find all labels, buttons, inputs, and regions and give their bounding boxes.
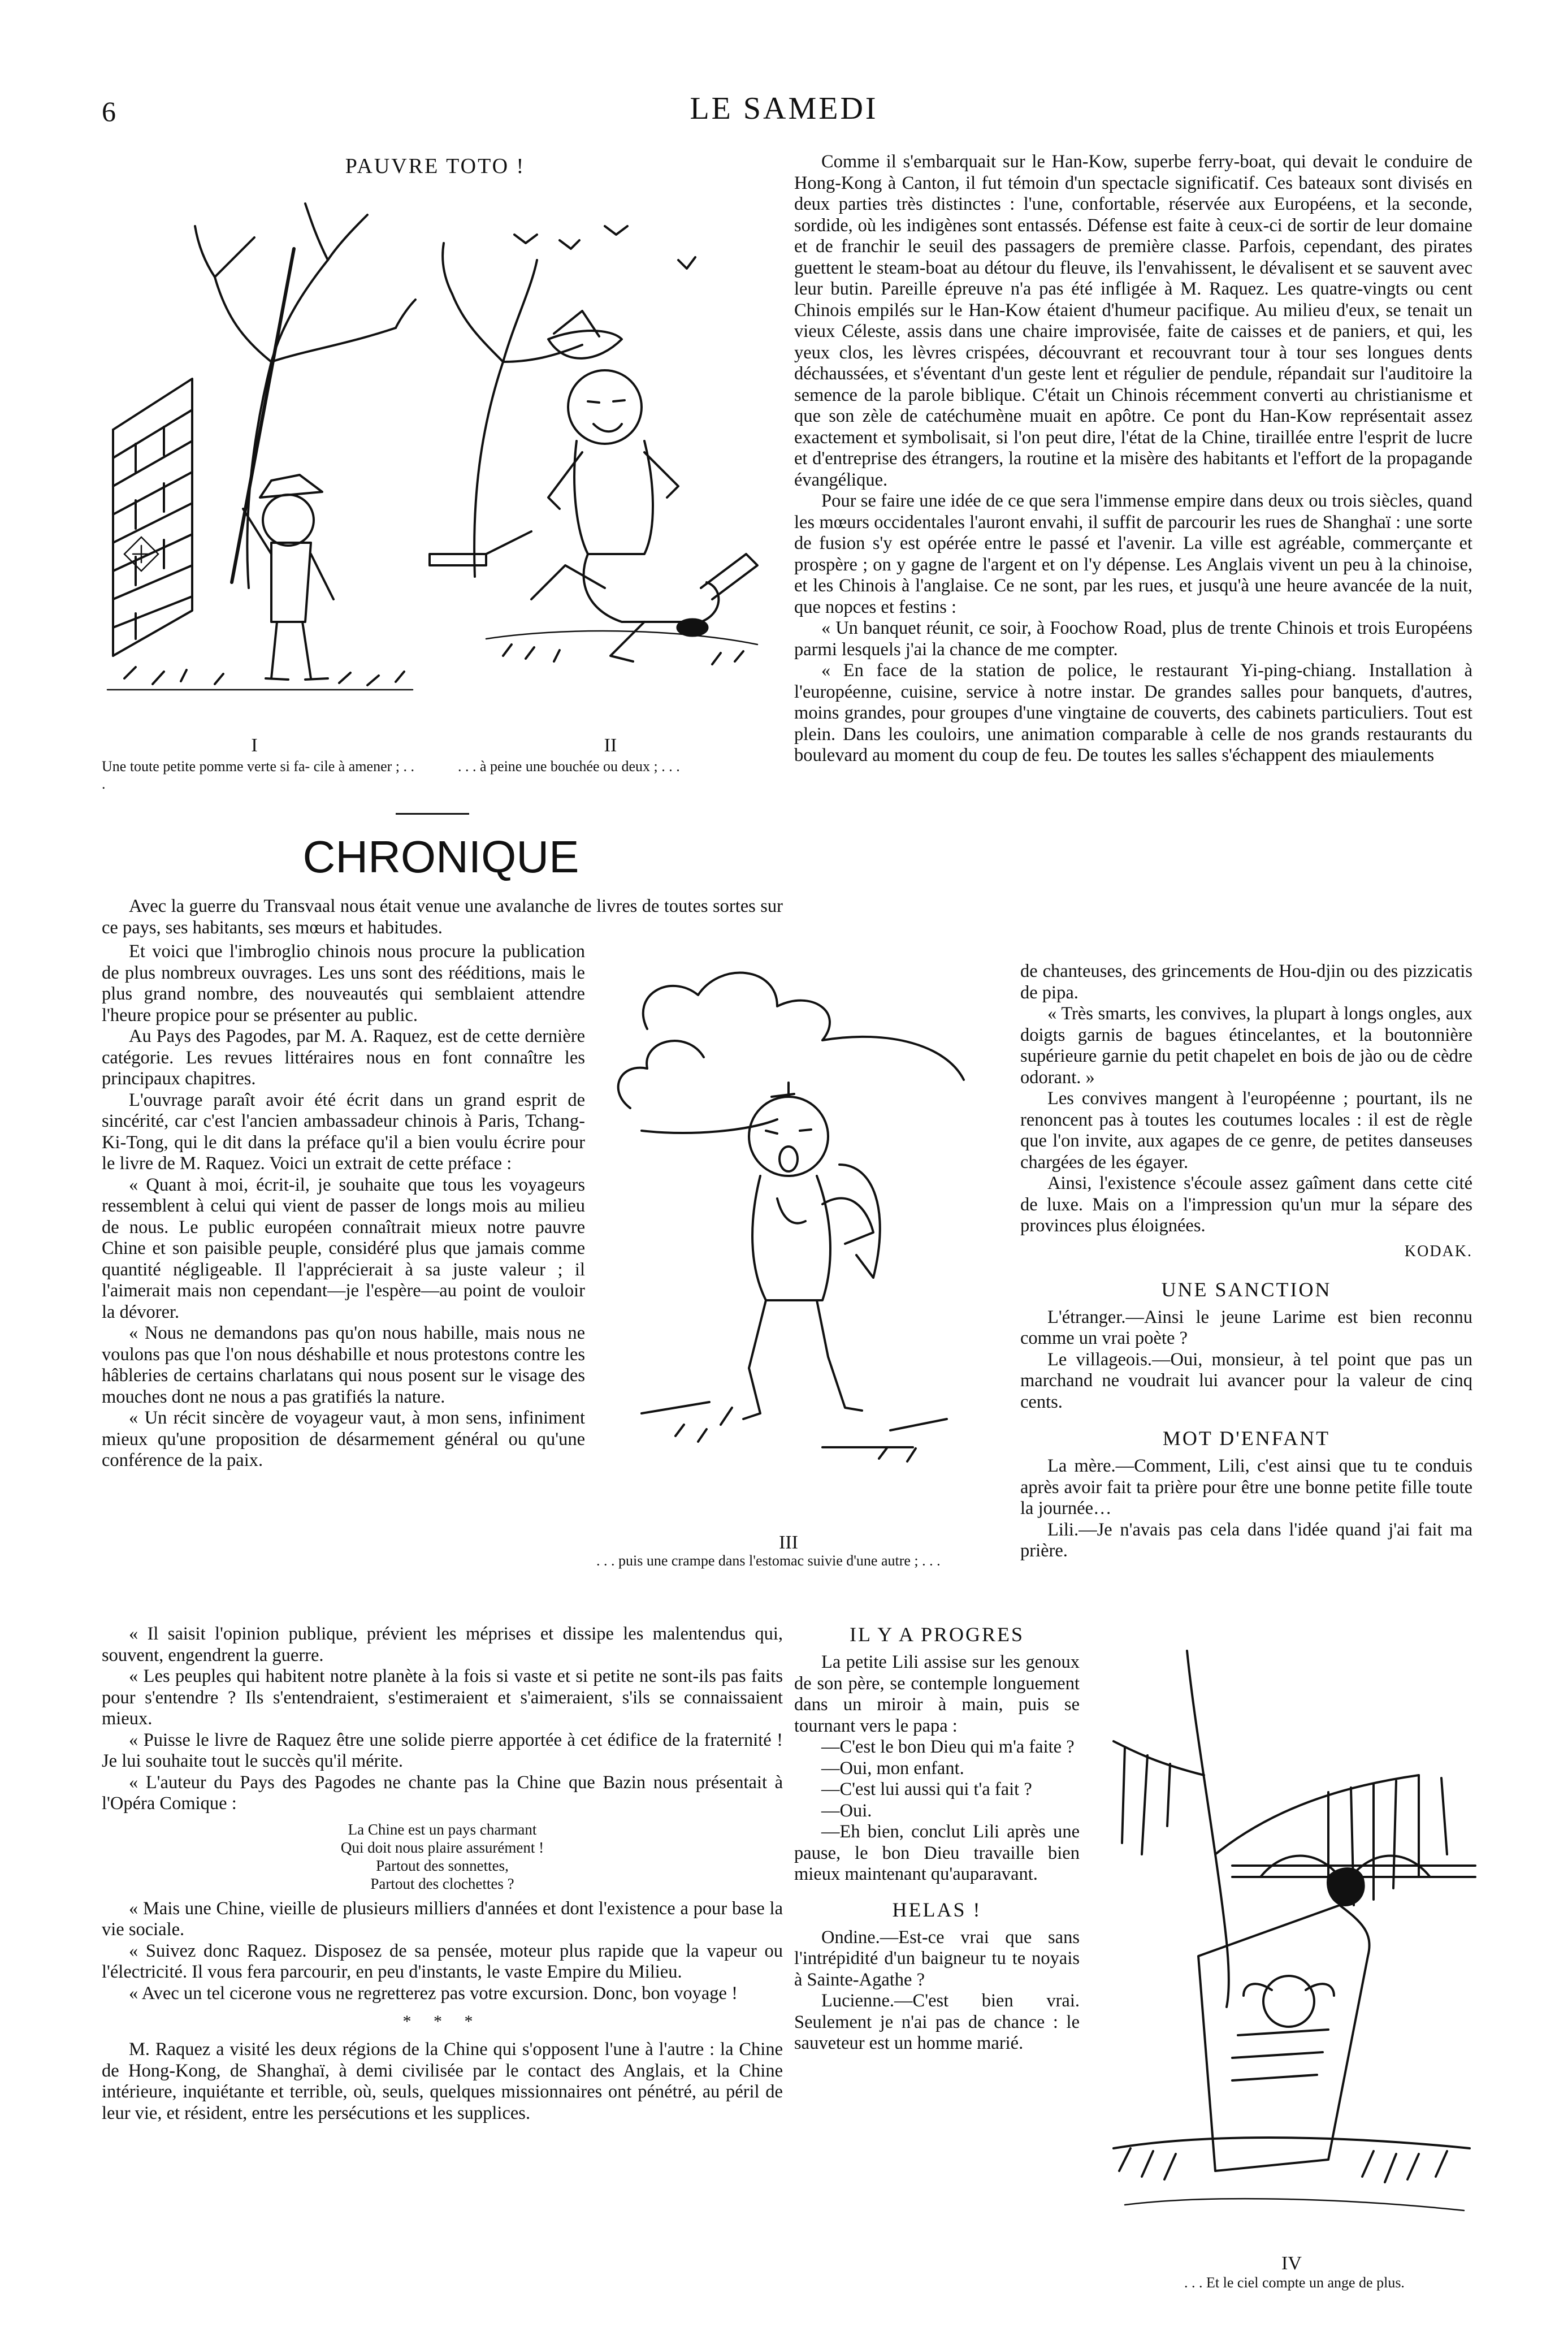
paragraph: « Quant à moi, écrit-il, je souhaite que tous les voyageurs ressemblent à celui qui vient de passer de longs mois au milieu de nous. Le public européen connaîtrait mieux notre pauvre Chine et son paisible peuple, considéré plus que jamais comme quantité négligeable. Il l'apprécierait à sa juste valeur ; il l'aimerait mais non cependant—je l'espère—au point de vouloir la dévorer. — [102, 1174, 585, 1322]
panel-2-illustration — [418, 192, 769, 701]
chronique-narrow-column — [102, 941, 585, 1472]
panel-4-illustration — [1102, 1639, 1475, 2233]
paragraph: Le villageois.—Oui, monsieur, à tel point que pas un marchand ne voudrait lui avancer pour la valeur de cinq cents. — [1020, 1349, 1472, 1412]
panel-1-illustration — [102, 192, 418, 701]
paragraph: Lili.—Je n'avais pas cela dans l'idée quand j'ai fait ma prière. — [1020, 1519, 1472, 1561]
divider — [396, 813, 469, 815]
paragraph: de chanteuses, des grincements de Hou-djin ou des pizzicatis de pipa. — [1020, 961, 1472, 1003]
chronique-intro — [102, 896, 783, 938]
section-title-mot-enfant: MOT D'ENFANT — [1162, 1427, 1331, 1450]
right-narrow-column — [1020, 961, 1472, 1562]
paragraph: « L'auteur du Pays des Pagodes ne chante pas la Chine que Bazin nous présentait à l'Opéra Comique : — [102, 1772, 783, 1814]
paragraph: « En face de la station de police, le restaurant Yi-ping-chiang. Installation à l'européenne, cuisine, service à notre instar. De grandes salles pour banquets, d'autres, moins grandes, pour groupes d'une vingtaine de couverts, des cabinets particuliers. Tout est plein. Dans les couloirs, une animation comparable à celle de nos grands restaurants du boulevard au moment du coup de feu. De toutes les salles s'échappent des miaulements — [794, 660, 1472, 765]
paragraph: —Oui. — [821, 1800, 872, 1821]
panel-4-numeral: IV — [1281, 2253, 1302, 2274]
paragraph: —Oui, mon enfant. — [821, 1758, 964, 1779]
paragraph: —C'est le bon Dieu qui m'a faite ? — [821, 1737, 1075, 1757]
chronique-continued — [102, 1624, 783, 2124]
paragraph: —C'est lui aussi qui t'a fait ? — [821, 1779, 1032, 1799]
paragraph: « Puisse le livre de Raquez être une solide pierre apportée à cet édifice de la fraternité ! Je lui souhaite tout le succès qu'il mérite. — [102, 1729, 783, 1771]
verse-line: Partout des sonnettes, — [376, 1857, 509, 1874]
paragraph: Ainsi, l'existence s'écoule assez gaîment dans cette cité de luxe. Mais on a l'impression qu'un mur la sépare des provinces plus éloignées. — [1020, 1173, 1472, 1236]
verse-line: La Chine est un pays charmant — [348, 1820, 537, 1838]
panel-3-caption: . . . puis une crampe dans l'estomac suivie d'une autre ; . . . — [596, 1552, 941, 1569]
panel-3-numeral: III — [779, 1532, 798, 1553]
paragraph: M. Raquez a visité les deux régions de la Chine qui s'opposent l'une à l'autre : la Chine de Hong-Kong, de Shanghaï, à demi civilisée par le contact des Anglais, et la Chine intérieure, inquiétante et terrible, où, seuls, quelques missionnaires ont pénétré, au péril de leur vie, et résident, entre les persécutions et les supplices. — [102, 2039, 783, 2123]
paragraph: « Un banquet réunit, ce soir, à Foochow Road, plus de trente Chinois et trois Européens parmi lesquels j'ai la chance de me compter. — [794, 618, 1472, 660]
paragraph: L'étranger.—Ainsi le jeune Larime est bien reconnu comme un vrai poète ? — [1020, 1307, 1472, 1348]
chronique-title: CHRONIQUE — [302, 832, 579, 882]
paragraph: Au Pays des Pagodes, par M. A. Raquez, est de cette dernière catégorie. Les revues littéraires nous en font connaître les principaux chapitres. — [102, 1026, 585, 1089]
paragraph: « Mais une Chine, vieille de plusieurs milliers d'années et dont l'existence a pour base la vie sociale. — [102, 1898, 783, 1940]
panel-2-caption: . . . à peine une bouchée ou deux ; . . . — [458, 758, 680, 775]
paragraph: « Très smarts, les convives, la plupart à longs ongles, aux doigts garnis de bagues étincelantes, et la boutonnière supérieure garnie du petit chapelet en bois de jào ou de cèdre odorant. » — [1020, 1003, 1472, 1088]
paragraph: « Suivez donc Raquez. Disposez de sa pensée, moteur plus rapide que la vapeur ou l'électricité. Il vous fera parcourir, en peu d'instants, le vaste Empire du Milieu. — [102, 1940, 783, 1982]
verse — [102, 1820, 783, 1893]
paragraph: « Il saisit l'opinion publique, prévient les méprises et dissipe les malentendus qui, souvent, engendrent la guerre. — [102, 1624, 783, 1666]
paragraph: Lucienne.—C'est bien vrai. Seulement je n'ai pas de chance : le sauveteur est un homme marié. — [794, 1991, 1080, 2053]
bird-icon — [514, 235, 537, 243]
comic-title: PAUVRE TOTO ! — [345, 154, 526, 178]
paragraph: « Un récit sincère de voyageur vaut, à mon sens, infiniment mieux qu'une proposition de désarmement général ou qu'une conférence de la paix. — [102, 1408, 585, 1470]
paragraph: Avec la guerre du Transvaal nous était venue une avalanche de livres de toutes sortes sur ce pays, ses habitants, ses mœurs et habitudes. — [102, 896, 783, 938]
signature: KODAK. — [1404, 1242, 1472, 1260]
right-column — [794, 152, 1472, 767]
panel-2-numeral: II — [604, 735, 617, 756]
panel-1-caption: Une toute petite pomme verte si fa- cile à amener ; . . . — [102, 758, 414, 792]
paragraph: Comme il s'embarquait sur le Han-Kow, superbe ferry-boat, qui devait le conduire de Hong-Kong à Canton, il fut témoin d'un spectacle significatif. Ces bateaux sont divisés en deux parties très distinctes : l'une, confortable, réservée aux Européens, et la seconde, sordide, où les indigènes sont entassés. Défense est faite à ceux-ci de sortir de leur domaine et de franchir le seuil des passagers de première classe. Parfois, cependant, des pirates guettent le steam-boat au détour du fleuve, ils l'envahissent, le dévalisent et se sauvent avec leur butin. Pareille épreuve n'a pas été infligée à M. Raquez. Les quatre-vingts ou cent Chinois empilés sur le Han-Kow étaient d'humeur pacifique. Au milieu d'eux, se tenait un vieux Céleste, assis dans une chaire improvisée, faite de caisses et de paniers, et qui, les yeux clos, les lèvres crispées, découvrant et recouvrant tour à tour ses longues dents déchaussées, et s'éventant d'un geste lent et régulier de pendule, répandait sur l'auditoire la semence de la parole biblique. C'était un Chinois récemment converti au christianisme et que son zèle de catéchumène muait en apôtre. Ce pont du Han-Kow représentait assez exactement et symbolisait, si l'on peut dire, l'état de la Chine, tiraillée entre l'esprit de lucre et d'entreprise des étrangers, la routine et la misère des habitants et l'effort de la propagande évangélique. — [794, 152, 1472, 490]
paragraph: —Eh bien, conclut Lili après une pause, le bon Dieu travaille bien mieux maintenant qu'auparavant. — [794, 1822, 1080, 1884]
page-number: 6 — [102, 96, 116, 127]
panel-3-illustration — [608, 961, 969, 1493]
journal-title: LE SAMEDI — [690, 91, 878, 126]
paragraph: Pour se faire une idée de ce que sera l'immense empire dans deux ou trois siècles, quand les mœurs occidentales l'auront envahi, il suffit de parcourir les rues de Shanghaï : une sorte de fusion s'y est opérée entre le passé et l'avenir. La ville est agréable, commerçante et prospère ; on y gagne de l'argent et on l'y dépense. Les Anglais vivent un peu à la chinoise, et les Chinois à l'anglaise. Ce ne sont, par les rues, et jusqu'à une heure avancée de la nuit, que nopces et festins : — [794, 491, 1472, 617]
paragraph: La petite Lili assise sur les genoux de son père, se contemple longuement dans un miroir à main, puis se tournant vers le papa : — [794, 1652, 1080, 1736]
section-title-helas: HELAS ! — [892, 1898, 982, 1921]
section-break: * * * — [402, 2012, 482, 2031]
paragraph: « Les peuples qui habitent notre planète à la fois si vaste et si petite ne sont-ils pas faits pour s'entendre ? Ils s'entendraient, s'estimeraient et s'aimeraient, s'ils se connaissaient mieux. — [102, 1666, 783, 1729]
paragraph: Les convives mangent à l'européenne ; pourtant, ils ne renoncent pas à toutes les coutumes locales : il est de règle que l'on invite, aux agapes de ce genre, de petites danseuses chargées de les égayer. — [1020, 1088, 1472, 1173]
paragraph: Et voici que l'imbroglio chinois nous procure la publication de plus nombreux ouvrages. Les uns sont des rééditions, mais le plus grand nombre, des nouveautés qui semblaient attendre l'heure propice pour se présenter au public. — [102, 941, 585, 1026]
paragraph: Ondine.—Est-ce vrai que sans l'intrépidité d'un baigneur tu te noyais à Sainte-Agathe ? — [794, 1927, 1080, 1990]
panel-1-numeral: I — [251, 735, 258, 756]
progres-column — [794, 1623, 1080, 2054]
section-title-progres: IL Y A PROGRES — [849, 1623, 1025, 1646]
paragraph: « Nous ne demandons pas qu'on nous habille, mais nous ne voulons pas que l'on nous déshabille et nous protestons contre les hâbleries de certains charlatans qui nous posent sur le visage des mouches dont ne nous a pas gratifiés la nature. — [102, 1323, 585, 1407]
panel-4-caption: . . . Et le ciel compte un ange de plus. — [1184, 2274, 1405, 2291]
verse-line: Partout des clochettes ? — [370, 1875, 514, 1892]
verse-line: Qui doit nous plaire assurément ! — [340, 1838, 544, 1856]
section-title-sanction: UNE SANCTION — [1161, 1278, 1332, 1301]
paragraph: L'ouvrage paraît avoir été écrit dans un grand esprit de sincérité, car c'est l'ancien ambassadeur chinois à Paris, Tchang-Ki-Tong, qui le dit dans la préface qu'il a bien voulu écrire pour le livre de M. Raquez. Voici un extrait de cette préface : — [102, 1089, 585, 1174]
paragraph: « Avec un tel cicerone vous ne regretterez pas votre excursion. Donc, bon voyage ! — [129, 1983, 738, 2004]
paragraph: La mère.—Comment, Lili, c'est ainsi que tu te conduis après avoir fait ta prière pour être une bonne petite fille toute la journée… — [1020, 1456, 1472, 1519]
